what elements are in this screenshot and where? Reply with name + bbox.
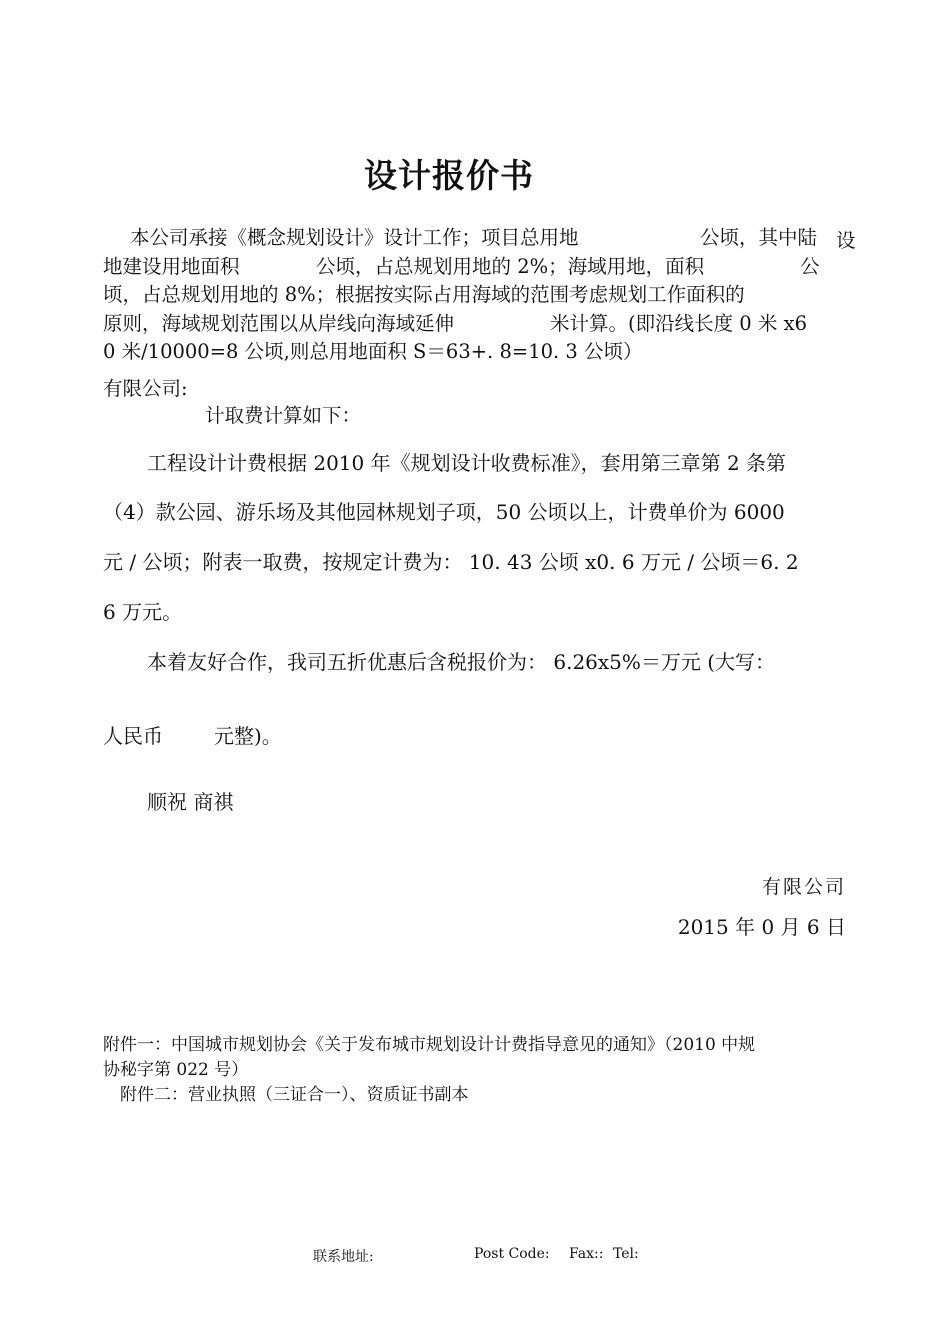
calc-line-3: 元 / 公顷；附表一取费，按规定计费为： 10. 43 公顷 x0. 6 万元 / 公顷＝6. 2 <box>103 550 799 574</box>
footer-fax-label: Fax:: <box>569 1246 604 1262</box>
offer-line-2-a: 人民币 <box>103 724 163 748</box>
footer-address-label: 联系地址: <box>313 1249 374 1265</box>
intro-line-2-b: 公顷，占总规划用地的 2%；海域用地，面积 <box>316 255 705 278</box>
attachment-2: 附件二：营业执照（三证合一）、资质证书副本 <box>120 1085 469 1105</box>
offer-line-1: 本着友好合作，我司五折优惠后含税报价为： 6.26x5%＝万元 (大写： <box>147 650 776 674</box>
attachment-1-line-1: 附件一：中国城市规划协会《关于发布城市规划设计计费指导意见的通知》（2010 中规 <box>103 1035 756 1055</box>
intro-line-1: 本公司承接《概念规划设计》设计工作；项目总用地 <box>130 226 579 249</box>
intro-line-4-b: 米计算。(即沿线长度 0 米 x6 <box>550 312 808 335</box>
calc-line-1: 工程设计计费根据 2010 年《规划设计收费标准》，套用第三章第 2 条第 <box>147 451 787 475</box>
recipient: 有限公司: <box>103 377 188 400</box>
intro-line-2-c: 公 <box>800 255 820 278</box>
calc-line-4: 6 万元。 <box>103 600 183 624</box>
intro-line-1-tail: 设 <box>836 229 856 252</box>
signature-date: 2015 年 0 月 6 日 <box>677 915 846 939</box>
footer-tel-label: Tel: <box>613 1246 639 1262</box>
calc-line-2: （4）款公园、游乐场及其他园林规划子项，50 公顷以上，计费单价为 6000 <box>103 500 785 524</box>
offer-line-2-b: 元整)。 <box>214 724 282 748</box>
intro-line-5: 0 米/10000=8 公顷,则总用地面积 S＝63+. 8=10. 3 公顷） <box>103 340 643 363</box>
calc-heading: 计取费计算如下： <box>205 404 362 427</box>
intro-line-3: 顷，占总规划用地的 8%；根据按实际占用海域的范围考虑规划工作面积的 <box>103 283 745 306</box>
intro-line-2: 地建设用地面积 <box>103 255 240 278</box>
footer-postcode-label: Post Code: <box>474 1246 550 1262</box>
greeting: 顺祝 商祺 <box>147 790 234 814</box>
signature-company: 有限公司 <box>761 876 846 898</box>
attachment-1-line-2: 协秘字第 022 号） <box>103 1060 249 1080</box>
intro-line-4: 原则，海域规划范围以从岸线向海域延伸 <box>103 312 455 335</box>
document-title: 设计报价书 <box>364 156 534 195</box>
intro-line-1-unit: 公顷，其中陆 <box>700 226 818 249</box>
